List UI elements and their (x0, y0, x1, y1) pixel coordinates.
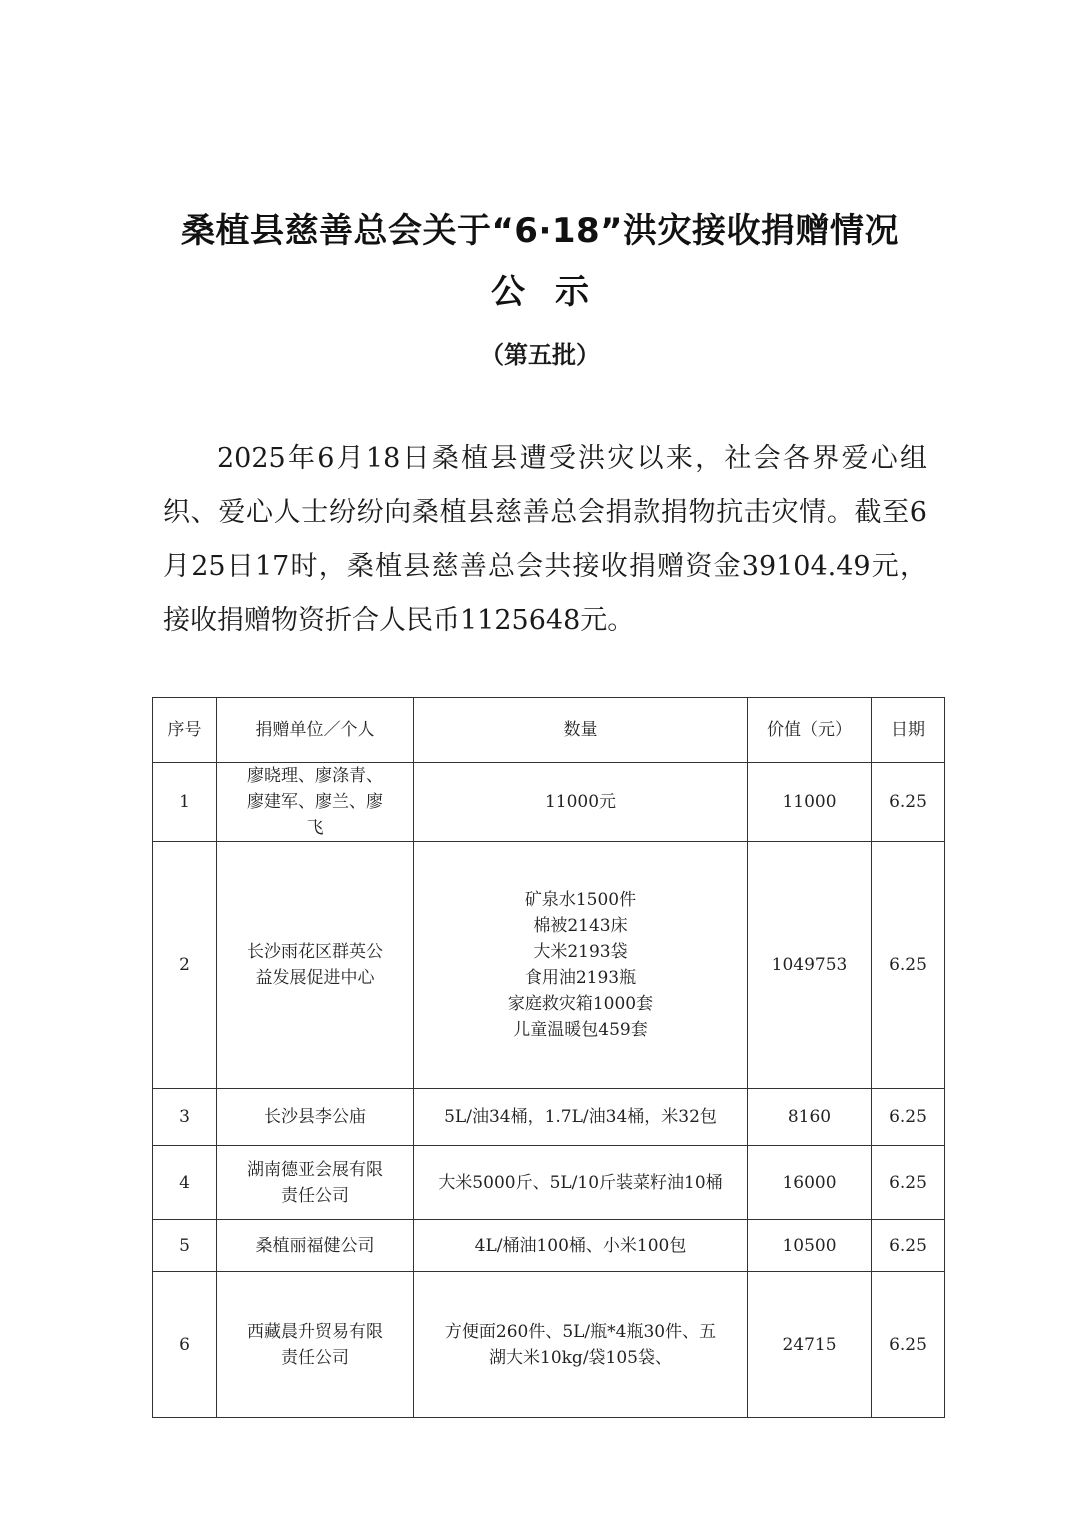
cell-value: 10500 (748, 1220, 872, 1272)
cell-no: 1 (153, 763, 217, 842)
cell-donor-line: 长沙县李公庙 (264, 1107, 366, 1127)
cell-no: 5 (153, 1220, 217, 1272)
cell-donor (217, 1089, 414, 1146)
cell-quantity-line: 4L/桶油100桶、小米100包 (474, 1235, 687, 1256)
table-row (153, 1272, 945, 1418)
cell-no: 3 (153, 1089, 217, 1146)
header-donor: 捐赠单位／个人 (217, 698, 414, 763)
cell-date: 6.25 (872, 1146, 945, 1220)
cell-quantity-line: 11000元 (544, 792, 617, 812)
cell-donor (217, 842, 414, 1089)
cell-quantity-line: 棉被2143床 (533, 916, 628, 936)
cell-donor-line: 桑植丽福健公司 (255, 1235, 375, 1256)
table-row (153, 1146, 945, 1220)
document-title: 桑植县慈善总会关于“6·18”洪灾接收捐赠情况 (180, 211, 900, 251)
table-row (153, 763, 945, 842)
cell-donor-line: 廖建军、廖兰、廖 (247, 792, 383, 812)
cell-donor-line: 西藏晨升贸易有限 (247, 1321, 383, 1342)
document-title-gongshi: 公示 (491, 272, 619, 312)
cell-date: 6.25 (872, 1220, 945, 1272)
cell-quantity-line: 食用油2193瓶 (524, 968, 637, 988)
cell-value: 24715 (748, 1272, 872, 1418)
intro-text: 2025年6月18日桑植县遭受洪灾以来，社会各界爱心组织、爱心人士纷纷向桑植县慈善总会捐款捐物抗击灾情。截至6月25日17时，桑植县慈善总会共接收捐赠资金39104.49元，接收捐赠物资折合人民币1125648元。 (163, 443, 927, 636)
cell-donor-line: 长沙雨花区群英公 (247, 942, 383, 962)
header-value: 价值（元） (748, 698, 872, 763)
cell-no: 2 (153, 842, 217, 1089)
header-date: 日期 (872, 698, 945, 763)
cell-quantity (414, 1272, 748, 1418)
table-row (153, 1089, 945, 1146)
cell-donor (217, 1146, 414, 1220)
intro-paragraph (163, 432, 927, 648)
cell-date: 6.25 (872, 842, 945, 1089)
batch-label: （第五批） (480, 341, 600, 369)
cell-quantity (414, 842, 748, 1089)
cell-quantity-line: 家庭救灾箱1000套 (507, 994, 654, 1014)
cell-donor-line: 责任公司 (281, 1347, 349, 1368)
cell-donor-line: 飞 (306, 818, 324, 838)
cell-date: 6.25 (872, 1272, 945, 1418)
cell-value: 11000 (748, 763, 872, 842)
cell-quantity-line: 大米2193袋 (533, 942, 628, 962)
cell-no: 4 (153, 1146, 217, 1220)
cell-value: 16000 (748, 1146, 872, 1220)
cell-donor-line: 廖晓理、廖涤青、 (247, 766, 383, 786)
cell-quantity-line: 方便面260件、5L/瓶*4瓶30件、五 (444, 1321, 717, 1342)
cell-quantity (414, 1146, 748, 1220)
cell-date: 6.25 (872, 1089, 945, 1146)
cell-no: 6 (153, 1272, 217, 1418)
cell-quantity-line: 矿泉水1500件 (524, 890, 637, 910)
header-no: 序号 (153, 698, 217, 763)
cell-donor-line: 益发展促进中心 (255, 968, 375, 988)
cell-quantity-line: 湖大米10kg/袋105袋、 (489, 1347, 672, 1368)
cell-quantity-line: 儿童温暖包459套 (513, 1020, 648, 1040)
cell-quantity (414, 763, 748, 842)
table-row (153, 1220, 945, 1272)
cell-quantity (414, 1220, 748, 1272)
cell-donor-line: 责任公司 (281, 1185, 349, 1206)
cell-quantity (414, 1089, 748, 1146)
donation-table (152, 697, 945, 1418)
cell-quantity-line: 5L/油34桶，1.7L/油34桶，米32包 (444, 1107, 717, 1127)
cell-date: 6.25 (872, 763, 945, 842)
cell-value: 1049753 (748, 842, 872, 1089)
cell-donor (217, 763, 414, 842)
cell-donor (217, 1220, 414, 1272)
table-row (153, 842, 945, 1089)
cell-value: 8160 (748, 1089, 872, 1146)
header-quantity: 数量 (414, 698, 748, 763)
cell-donor-line: 湖南德亚会展有限 (247, 1159, 383, 1180)
cell-quantity-line: 大米5000斤、5L/10斤装菜籽油10桶 (438, 1172, 723, 1193)
cell-donor (217, 1272, 414, 1418)
table-header-row (153, 698, 945, 763)
